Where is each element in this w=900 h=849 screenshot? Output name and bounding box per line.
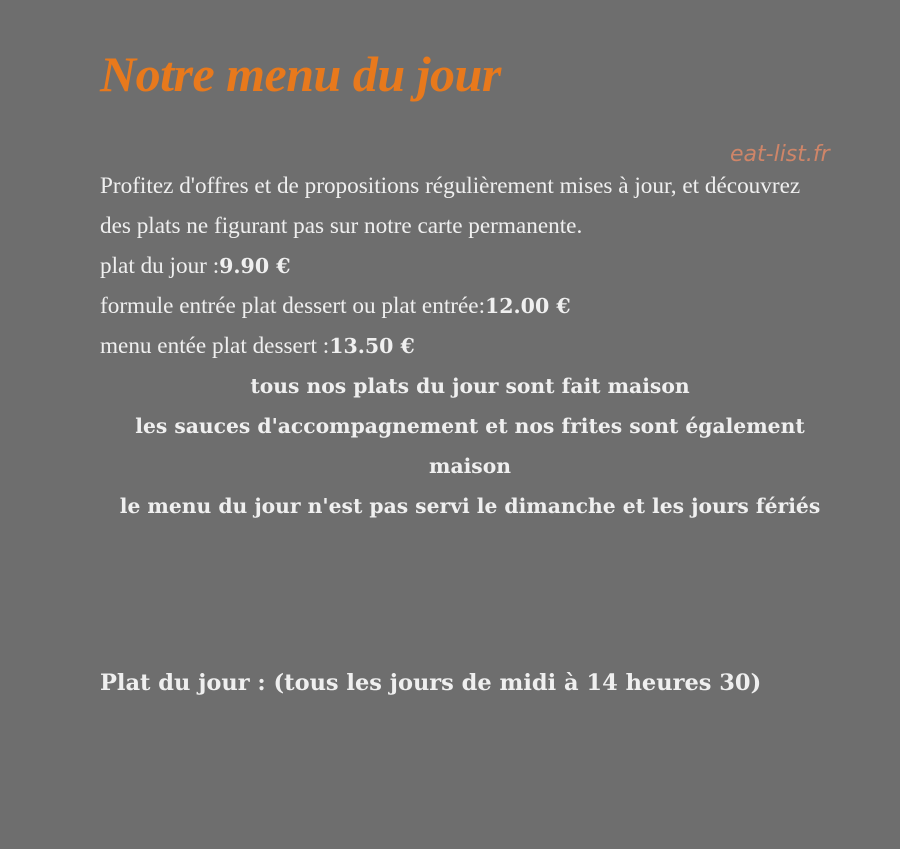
note-item: le menu du jour n'est pas servi le dimanche et les jours fériés [119, 494, 821, 518]
offer-price: 13.50 € [329, 334, 415, 358]
note-item: les sauces d'accompagnement et nos frites sont également maison [135, 414, 805, 478]
offer-label: formule entrée plat dessert ou plat entrée: [100, 293, 486, 319]
schedule-heading: Plat du jour : (tous les jours de midi à 14 heures 30) [100, 670, 762, 696]
offer-label: plat du jour : [100, 253, 220, 279]
offer-price: 12.00 € [485, 294, 571, 318]
offer-item [100, 246, 840, 286]
intro-text: Profitez d'offres et de propositions régulièrement mises à jour, et découvrez des plats ne figurant pas sur notre carte permanente. [100, 173, 801, 239]
offer-price: 9.90 € [219, 254, 291, 278]
watermark: eat-list.fr [730, 142, 830, 167]
notes-block [100, 366, 840, 526]
offer-item [100, 326, 840, 366]
offer-label: menu entée plat dessert : [100, 333, 330, 359]
menu-section [100, 36, 840, 703]
note-item: tous nos plats du jour sont fait maison [250, 374, 690, 398]
offer-item [100, 286, 840, 326]
offers-list [100, 246, 840, 366]
page-title: Notre menu du jour [100, 46, 501, 102]
